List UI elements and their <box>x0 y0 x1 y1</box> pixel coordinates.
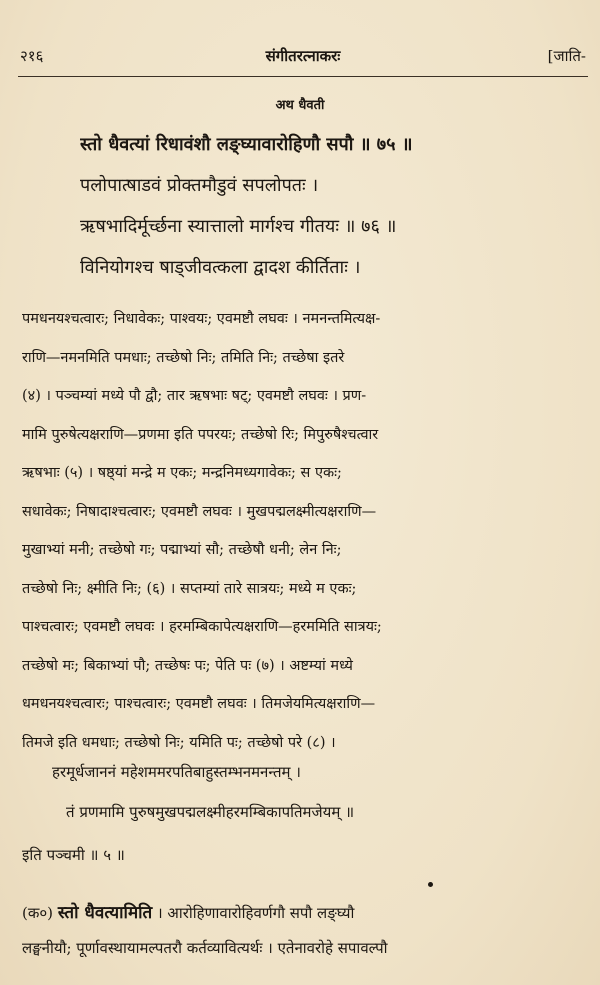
commentary-line: पाश्चत्वारः; एवमष्टौ लघवः । हरमम्बिकापेत्यक्षराणि—हरममिति सात्रयः; <box>22 619 382 635</box>
commentary-line: तिमजे इति धमधाः; तच्छेषो निः; यमिति पः; तच्छेषो परे (८) । <box>22 734 336 751</box>
commentary-line: मामि पुरुषेत्यक्षराणि—प्रणमा इति पपरयः; तच्छेषो रिः; मिपुरुषैश्चत्वार <box>22 426 379 443</box>
commentary-line: राणि—नमनमिति पमधाः; तच्छेषो निः; तमिति निः; तच्छेषा इतरे <box>22 349 345 366</box>
commentary-line: सधावेकः; निषादाश्चत्वारः; एवमष्टौ लघवः । मुखपद्मलक्ष्मीत्यक्षराणि— <box>22 503 377 520</box>
footnote-line <box>22 900 588 938</box>
commentary-line: धमधनयश्चत्वारः; पाश्चत्वारः; एवमष्टौ लघवः । तिमजेयमित्यक्षराणि— <box>22 696 376 712</box>
commentary-line: तच्छेषो मः; बिकाभ्यां पौ; तच्छेषः पः; पेति पः (७) । अष्टम्यां मध्ये <box>22 657 353 674</box>
verse-block <box>80 132 580 296</box>
quoted-verse <box>52 762 580 842</box>
ink-dot <box>428 882 433 887</box>
quote-line: हरमूर्धजाननं महेशममरपतिबाहुस्तम्भनमनन्तम् । <box>52 763 301 781</box>
verse-line: ऋषभादिर्मूर्च्छना स्यात्तालो मार्गश्च गीतयः ॥ ७६ ॥ <box>80 216 397 237</box>
page-number: २१६ <box>20 47 44 65</box>
page-header <box>20 46 586 74</box>
footnote-lead: स्तो धैवत्यामिति <box>57 903 153 923</box>
quote-line: तं प्रणमामि पुरुषमुखपद्मलक्ष्मीहरमम्बिकापतिमजेयम् ॥ <box>66 803 355 821</box>
running-title: संगीतरत्नाकरः <box>265 47 341 65</box>
footnote-number: (क०) <box>22 904 54 922</box>
commentary-line: मुखाभ्यां मनी; तच्छेषो गः; पद्माभ्यां सौ; तच्छेषौ धनी; लेन निः; <box>22 542 342 558</box>
commentary-line: ऋषभाः (५) । षष्ठ्यां मन्द्रे म एकः; मन्द्रनिमध्यगावेकः; स एकः; <box>22 465 342 481</box>
header-rule <box>18 76 588 77</box>
footnote-text: । आरोहिणावारोहिवर्णगौ सपौ लङ्घ्यौ <box>156 904 355 922</box>
commentary-line: तच्छेषो निः; क्ष्मीति निः; (६) । सप्तम्यां तारे सात्रयः; मध्ये म एकः; <box>22 580 357 597</box>
verse-line: पलोपात्षाडवं प्रोक्तमौडुवं सपलोपतः । <box>80 175 319 196</box>
section-marker: [जाति- <box>547 47 586 65</box>
closing-line: इति पञ्चमी ॥ ५ ॥ <box>22 846 125 864</box>
commentary-line: पमधनयश्चत्वारः; निधावेकः; पाश्वयः; एवमष्टौ लघवः । नमनन्तमित्यक्ष- <box>22 311 381 327</box>
footnote-block <box>22 900 588 976</box>
verse-line: स्तो धैवत्यां रिधावंशौ लङ्घ्यावारोहिणौ सपौ ॥ ७५ ॥ <box>80 134 413 155</box>
commentary-line: (४) । पञ्चम्यां मध्ये पौ द्वौ; तार ऋषभाः षट्; एवमष्टौ लघवः । प्रण- <box>22 388 367 404</box>
commentary-block <box>22 308 588 770</box>
footnote-line: लङ्घनीयौ; पूर्णावस्थायामल्पतरौ कर्तव्यावित्यर्थः । एतेनावरोहे सपावल्पौ <box>22 939 388 957</box>
verse-line: विनियोगश्च षाड्जीवत्कला द्वादश कीर्तिताः । <box>80 257 361 278</box>
subheading: अथ धैवती <box>275 98 325 113</box>
